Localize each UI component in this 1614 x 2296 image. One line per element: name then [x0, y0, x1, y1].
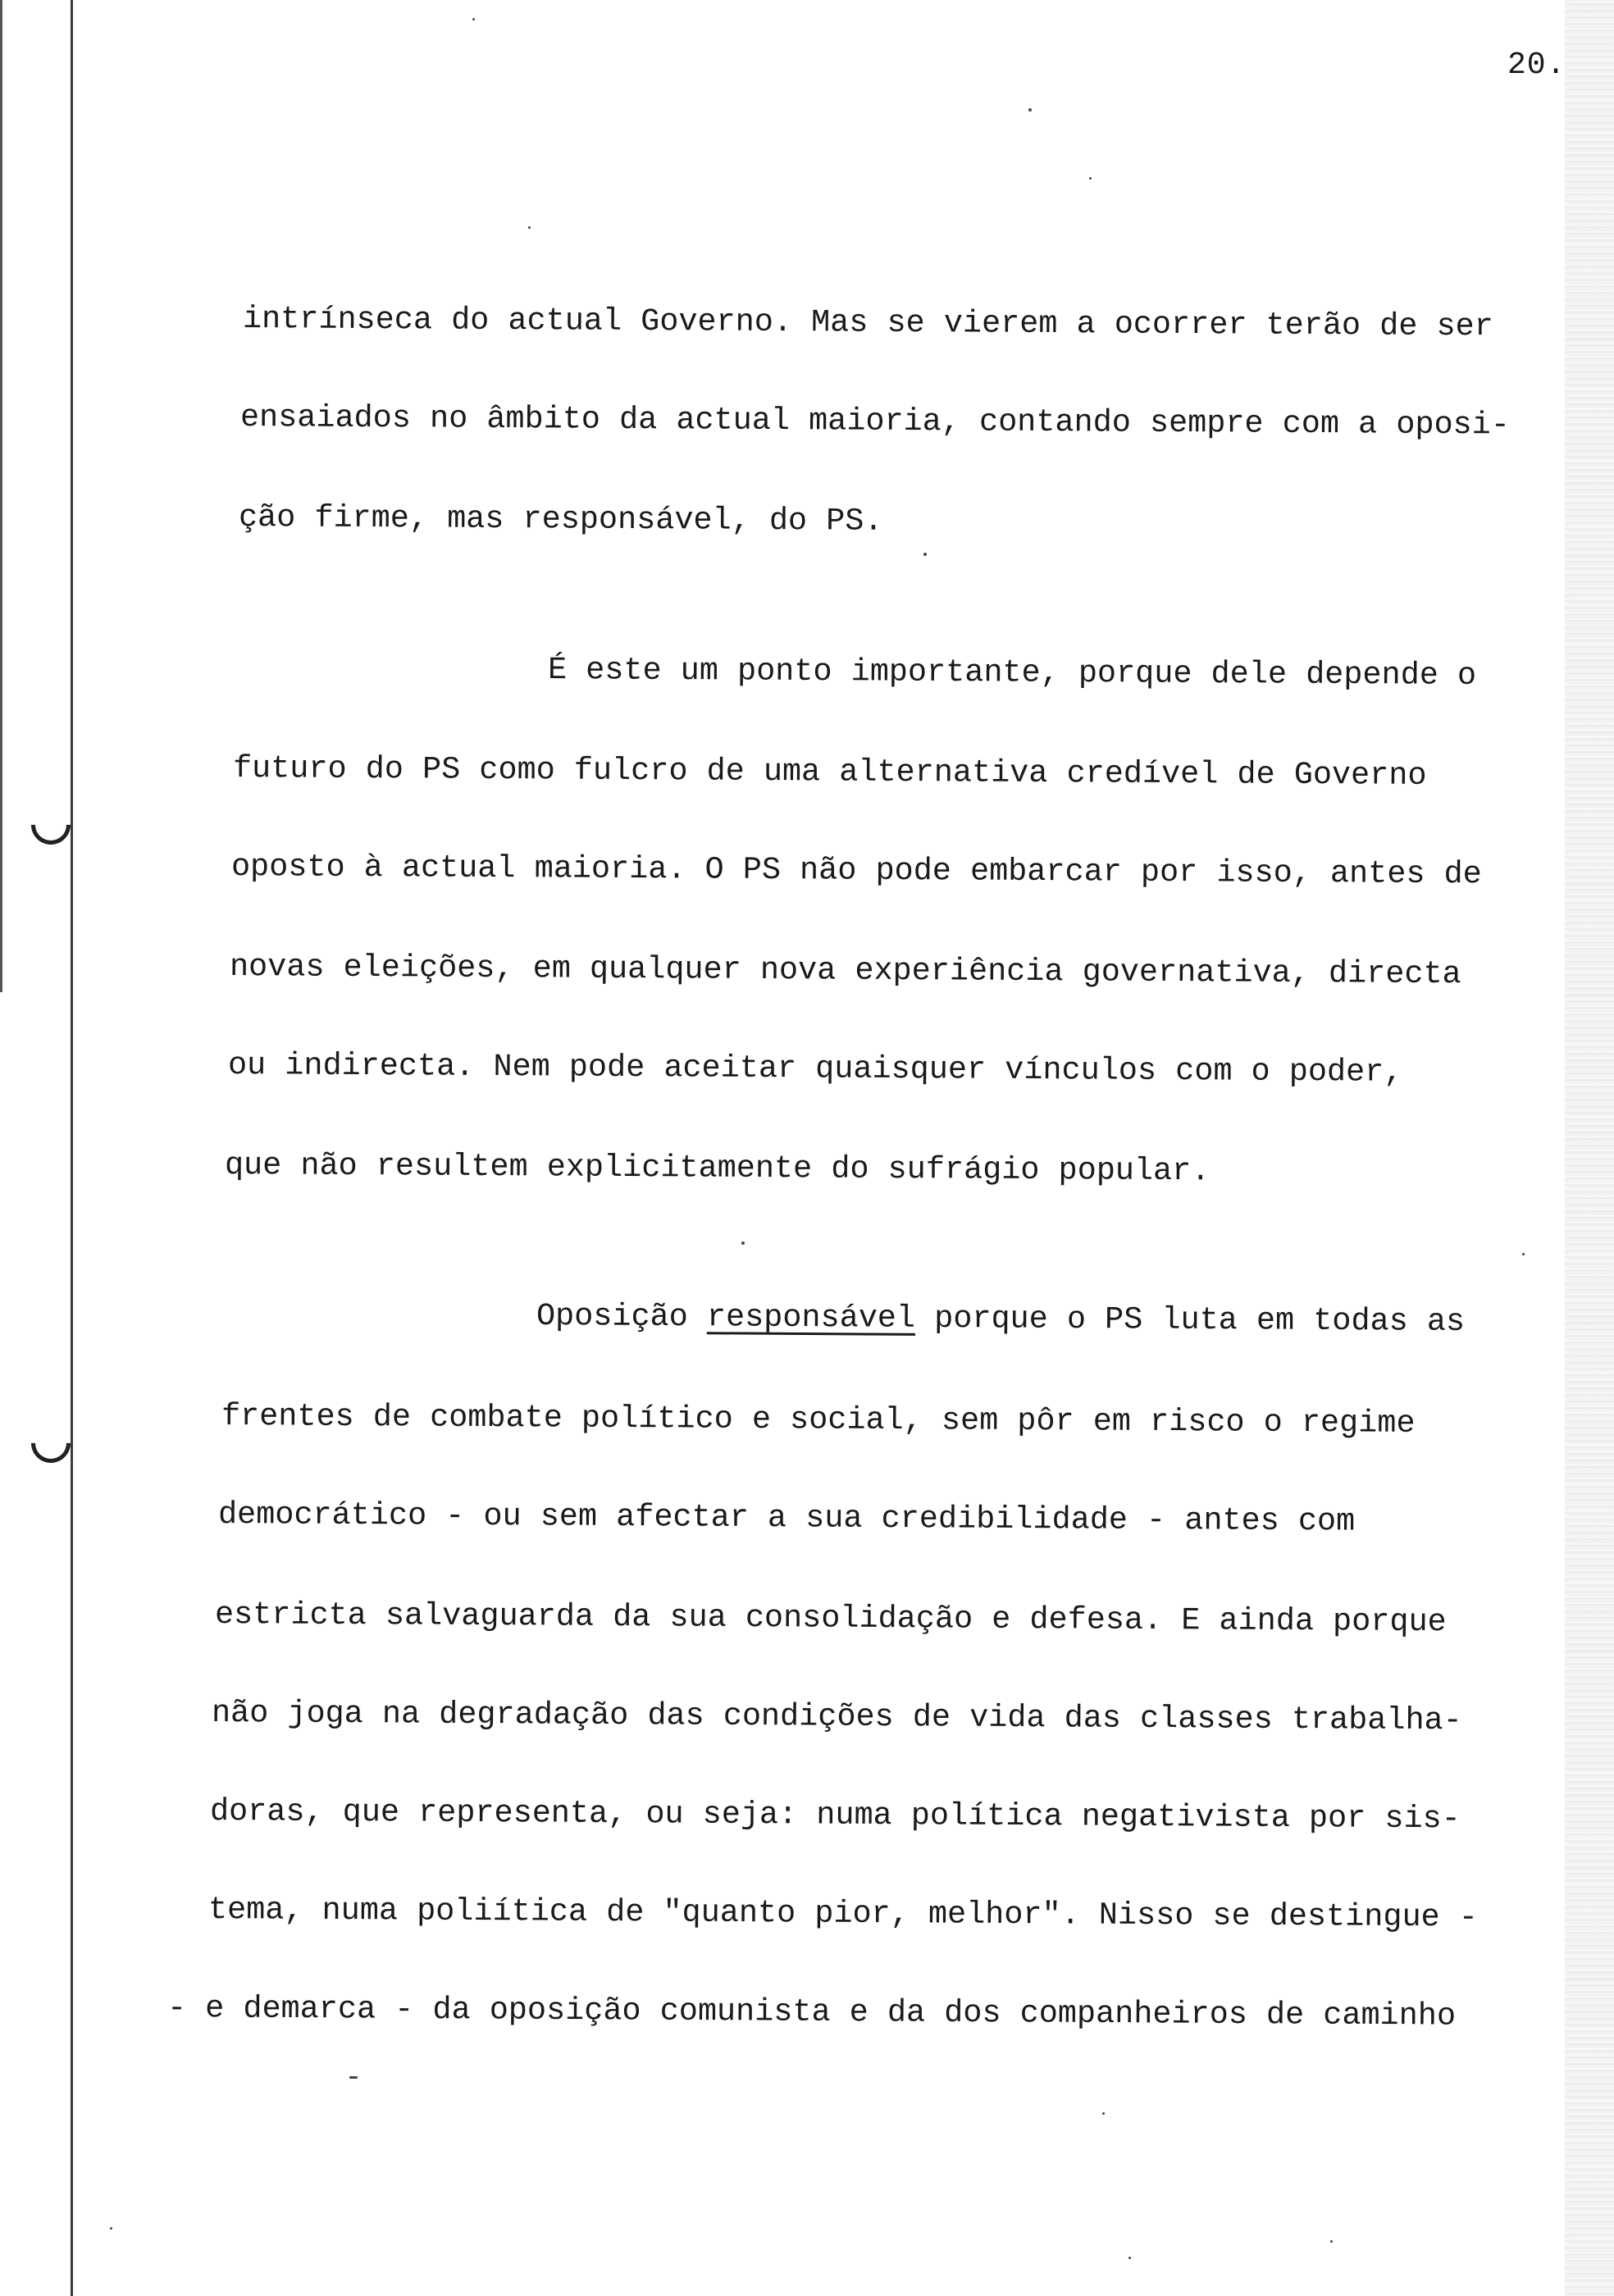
scan-speck [349, 2076, 358, 2079]
paragraph2-line-2: futuro do PS como fulcro de uma alternativa credível de Governo [232, 750, 1427, 794]
underlined-word-responsavel: responsável [706, 1299, 916, 1337]
scan-right-edge [1565, 0, 1614, 2296]
paragraph3-line-8: - e demarca - da oposição comunista e da dos companheiros de caminho [166, 1990, 1457, 2034]
scan-speck [923, 553, 927, 556]
scan-speck [1089, 177, 1092, 180]
scan-speck [1028, 108, 1032, 112]
paragraph1-line-1: intrínseca do actual Governo. Mas se vierem a ocorrer terão de ser [242, 301, 1493, 345]
paragraph3-line-7: tema, numa poliítica de "quanto pior, melhor". Nisso se destingue - [207, 1892, 1479, 1936]
paragraph2-line-5: ou indirecta. Nem pode aceitar quaisquer vínculos com o poder, [227, 1047, 1403, 1091]
scan-speck [1102, 2112, 1105, 2115]
scan-speck [472, 18, 475, 20]
paragraph2-line-3: oposto à actual maioria. O PS não pode embarcar por isso, antes de [230, 849, 1482, 893]
scan-speck [1330, 2240, 1333, 2243]
binding-edge-line [71, 0, 73, 2296]
scan-left-border [0, 0, 2, 992]
paragraph1-line-2: ensaiados no âmbito da actual maioria, contando sempre com a oposi- [239, 399, 1511, 444]
page-number: 20. [1507, 48, 1566, 83]
paragraph3-line-4: estricta salvaguarda da sua consolidação e defesa. E ainda porque [214, 1597, 1447, 1641]
paragraph3-line-6: doras, que representa, ou seja: numa política negativista por sis- [209, 1793, 1461, 1838]
paragraph3-line-5: não joga na degradação das condições de vida das classes trabalha- [211, 1695, 1462, 1739]
paragraph1-line-3: ção firme, mas responsável, do PS. [238, 499, 883, 540]
scan-speck [110, 2227, 112, 2230]
scan-speck [1522, 1253, 1525, 1255]
paragraph2-line-6: que não resultem explicitamente do sufrágio popular. [224, 1147, 1210, 1190]
paragraph3-line-2: frentes de combate político e social, sem pôr em risco o regime [221, 1398, 1416, 1442]
paragraph3-line-1-rest: porque o PS luta em todas as [914, 1300, 1466, 1340]
scan-speck [741, 1241, 745, 1245]
paragraph3-lead: Oposição [536, 1298, 708, 1336]
scan-speck [1128, 2257, 1131, 2259]
paragraph2-line-1: É este um ponto importante, porque dele depende o [547, 652, 1477, 694]
paragraph3-line-1 [536, 1298, 1466, 1340]
paragraph3-line-3: democrático - ou sem afectar a sua credibilidade - antes com [217, 1496, 1356, 1540]
paragraph2-line-4: novas eleições, em qualquer nova experiência governativa, directa [229, 949, 1461, 993]
scan-speck [528, 226, 531, 229]
